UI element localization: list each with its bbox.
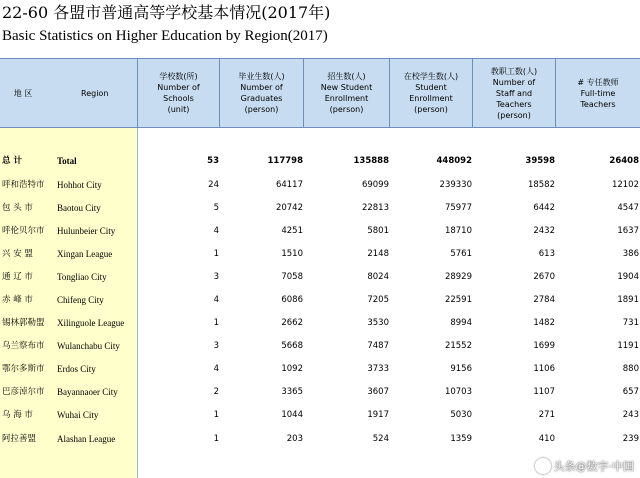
cell-graduates: 1510 bbox=[281, 249, 303, 259]
cell-staff: 1107 bbox=[533, 387, 555, 397]
header-region-zh: 地 区 bbox=[13, 88, 33, 98]
watermark-logo-icon bbox=[535, 458, 551, 474]
header-graduates-zh: 毕业生数(人) bbox=[238, 72, 285, 81]
cell-fulltime-teachers: 657 bbox=[622, 387, 639, 397]
cell-student-enrollment: 9156 bbox=[450, 364, 472, 374]
header-graduates-en: Number of Graduates (person) bbox=[240, 83, 283, 114]
table-row bbox=[0, 266, 640, 288]
cell-graduates: 20742 bbox=[275, 203, 303, 213]
cell-staff: 2784 bbox=[533, 295, 555, 305]
cell-student-enrollment: 1359 bbox=[450, 434, 472, 444]
table-row bbox=[0, 358, 640, 380]
cell-graduates: 6086 bbox=[281, 295, 303, 305]
region-name-zh: 阿拉善盟 bbox=[2, 434, 37, 444]
cell-fulltime-teachers: 386 bbox=[622, 249, 639, 259]
cell-schools: 1 bbox=[213, 410, 219, 420]
cell-student-enrollment: 22591 bbox=[444, 295, 472, 305]
region-name-en: Bayannaoer City bbox=[57, 387, 118, 397]
cell-staff: 271 bbox=[538, 410, 555, 420]
header-graduates bbox=[219, 59, 303, 127]
region-name-zh: 乌 海 市 bbox=[2, 410, 33, 420]
cell-schools: 24 bbox=[208, 180, 219, 190]
table-row bbox=[0, 404, 640, 426]
header-student-enrollment-en: Student Enrollment (person) bbox=[409, 83, 453, 114]
cell-new-enrollment: 3607 bbox=[367, 387, 389, 397]
region-name-en: Xilinguole League bbox=[57, 318, 125, 328]
cell-graduates: 117798 bbox=[267, 156, 303, 166]
region-name-en: Wuhai City bbox=[57, 410, 99, 420]
cell-staff: 2432 bbox=[533, 226, 555, 236]
table-header bbox=[0, 58, 640, 128]
header-staff bbox=[472, 59, 555, 127]
table-row bbox=[0, 243, 640, 265]
cell-schools: 3 bbox=[213, 272, 219, 282]
region-name-en: Total bbox=[57, 156, 77, 166]
statistics-table bbox=[0, 58, 640, 478]
header-student-enrollment bbox=[389, 59, 472, 127]
cell-new-enrollment: 7487 bbox=[367, 341, 389, 351]
cell-staff: 1482 bbox=[533, 318, 555, 328]
region-name-zh: 乌兰察布市 bbox=[2, 341, 45, 351]
region-name-en: Hohhot City bbox=[57, 180, 102, 190]
header-fulltime-teachers-zh: # 专任教师 bbox=[577, 77, 619, 87]
table-row bbox=[0, 174, 640, 196]
cell-staff: 613 bbox=[538, 249, 555, 259]
cell-graduates: 203 bbox=[286, 434, 303, 444]
cell-fulltime-teachers: 880 bbox=[622, 364, 639, 374]
header-new-enrollment bbox=[303, 59, 389, 127]
cell-new-enrollment: 3733 bbox=[367, 364, 389, 374]
table-row bbox=[0, 197, 640, 219]
header-region-en: Region bbox=[81, 88, 109, 98]
cell-staff: 410 bbox=[538, 434, 555, 444]
region-name-en: Chifeng City bbox=[57, 295, 104, 305]
region-name-zh: 通 辽 市 bbox=[2, 272, 33, 282]
watermark-text: 头条@数字·中国 bbox=[553, 460, 634, 473]
cell-fulltime-teachers: 1904 bbox=[617, 272, 639, 282]
cell-new-enrollment: 8024 bbox=[367, 272, 389, 282]
region-name-en: Xingan League bbox=[57, 249, 113, 259]
cell-student-enrollment: 21552 bbox=[444, 341, 472, 351]
cell-fulltime-teachers: 1637 bbox=[617, 226, 639, 236]
cell-schools: 4 bbox=[213, 364, 219, 374]
cell-new-enrollment: 135888 bbox=[353, 156, 389, 166]
cell-schools: 1 bbox=[213, 434, 219, 444]
cell-schools: 1 bbox=[213, 318, 219, 328]
cell-new-enrollment: 3530 bbox=[367, 318, 389, 328]
cell-student-enrollment: 75977 bbox=[444, 203, 472, 213]
cell-new-enrollment: 1917 bbox=[367, 410, 389, 420]
region-name-zh: 赤 峰 市 bbox=[2, 295, 33, 305]
page-title-en: Basic Statistics on Higher Education by Region(2017) bbox=[2, 28, 328, 44]
watermark bbox=[535, 458, 635, 474]
cell-fulltime-teachers: 1891 bbox=[617, 295, 639, 305]
table-row-total bbox=[0, 150, 640, 172]
table-row bbox=[0, 312, 640, 334]
header-new-enrollment-en: New Student Enrollment (person) bbox=[320, 83, 373, 114]
region-name-zh: 兴 安 盟 bbox=[2, 249, 33, 259]
cell-staff: 1699 bbox=[533, 341, 555, 351]
cell-fulltime-teachers: 239 bbox=[622, 434, 639, 444]
table-row bbox=[0, 381, 640, 403]
table-row bbox=[0, 428, 640, 450]
region-name-zh: 巴彦淖尔市 bbox=[2, 387, 45, 397]
region-name-zh: 总 计 bbox=[2, 156, 22, 166]
header-schools bbox=[137, 59, 219, 127]
cell-fulltime-teachers: 731 bbox=[622, 318, 639, 328]
cell-new-enrollment: 2148 bbox=[367, 249, 389, 259]
cell-fulltime-teachers: 4547 bbox=[617, 203, 639, 213]
region-name-en: Baotou City bbox=[57, 203, 101, 213]
cell-student-enrollment: 239330 bbox=[439, 180, 472, 190]
page-title-zh: 22-60 各盟市普通高等学校基本情况(2017年) bbox=[2, 3, 331, 22]
region-name-en: Tongliao City bbox=[57, 272, 107, 282]
cell-new-enrollment: 22813 bbox=[361, 203, 389, 213]
header-schools-zh: 学校数(所) bbox=[159, 72, 198, 81]
cell-staff: 1106 bbox=[533, 364, 555, 374]
header-fulltime-teachers bbox=[555, 59, 640, 127]
cell-graduates: 1044 bbox=[281, 410, 303, 420]
cell-student-enrollment: 18710 bbox=[444, 226, 472, 236]
cell-staff: 2670 bbox=[533, 272, 555, 282]
header-staff-zh: 教职工数(人) bbox=[490, 66, 538, 76]
region-name-zh: 包 头 市 bbox=[2, 203, 33, 213]
cell-student-enrollment: 10703 bbox=[444, 387, 472, 397]
table-row bbox=[0, 335, 640, 357]
region-name-zh: 呼伦贝尔市 bbox=[2, 226, 45, 236]
cell-schools: 3 bbox=[213, 341, 219, 351]
cell-graduates: 1092 bbox=[281, 364, 303, 374]
cell-schools: 5 bbox=[213, 203, 219, 213]
cell-staff: 18582 bbox=[527, 180, 555, 190]
cell-fulltime-teachers: 26408 bbox=[609, 156, 639, 166]
region-name-zh: 锡林郭勒盟 bbox=[2, 318, 45, 328]
cell-graduates: 7058 bbox=[281, 272, 303, 282]
header-fulltime-teachers-en: Full-time Teachers bbox=[580, 88, 616, 109]
region-name-en: Erdos City bbox=[57, 364, 96, 374]
header-schools-en: Number of Schools (unit) bbox=[157, 83, 200, 114]
cell-schools: 53 bbox=[207, 156, 219, 166]
header-staff-en: Number of Staff and Teachers (person) bbox=[492, 77, 536, 120]
cell-student-enrollment: 8994 bbox=[450, 318, 472, 328]
region-name-en: Wulanchabu City bbox=[57, 341, 120, 351]
cell-graduates: 4251 bbox=[281, 226, 303, 236]
cell-graduates: 3365 bbox=[281, 387, 303, 397]
cell-new-enrollment: 5801 bbox=[367, 226, 389, 236]
cell-new-enrollment: 7205 bbox=[367, 295, 389, 305]
cell-schools: 4 bbox=[213, 226, 219, 236]
table-row bbox=[0, 220, 640, 242]
cell-new-enrollment: 69099 bbox=[361, 180, 389, 190]
header-student-enrollment-zh: 在校学生数(人) bbox=[403, 72, 459, 81]
cell-schools: 1 bbox=[213, 249, 219, 259]
region-name-en: Alashan League bbox=[57, 434, 116, 444]
cell-fulltime-teachers: 12102 bbox=[611, 180, 639, 190]
table-row bbox=[0, 289, 640, 311]
cell-schools: 2 bbox=[213, 387, 219, 397]
cell-schools: 4 bbox=[213, 295, 219, 305]
cell-graduates: 64117 bbox=[275, 180, 303, 190]
cell-staff: 6442 bbox=[533, 203, 555, 213]
cell-student-enrollment: 5761 bbox=[450, 249, 472, 259]
cell-fulltime-teachers: 243 bbox=[622, 410, 639, 420]
cell-fulltime-teachers: 1191 bbox=[617, 341, 639, 351]
cell-graduates: 5668 bbox=[281, 341, 303, 351]
cell-new-enrollment: 524 bbox=[372, 434, 389, 444]
region-name-zh: 呼和浩特市 bbox=[2, 180, 45, 190]
header-new-enrollment-zh: 招生数(人) bbox=[327, 72, 366, 81]
region-name-en: Hulunbeier City bbox=[57, 226, 116, 236]
region-name-zh: 鄂尔多斯市 bbox=[2, 364, 45, 374]
cell-student-enrollment: 448092 bbox=[436, 156, 472, 166]
cell-staff: 39598 bbox=[525, 156, 555, 166]
cell-student-enrollment: 5030 bbox=[450, 410, 472, 420]
cell-graduates: 2662 bbox=[281, 318, 303, 328]
cell-student-enrollment: 28929 bbox=[444, 272, 472, 282]
